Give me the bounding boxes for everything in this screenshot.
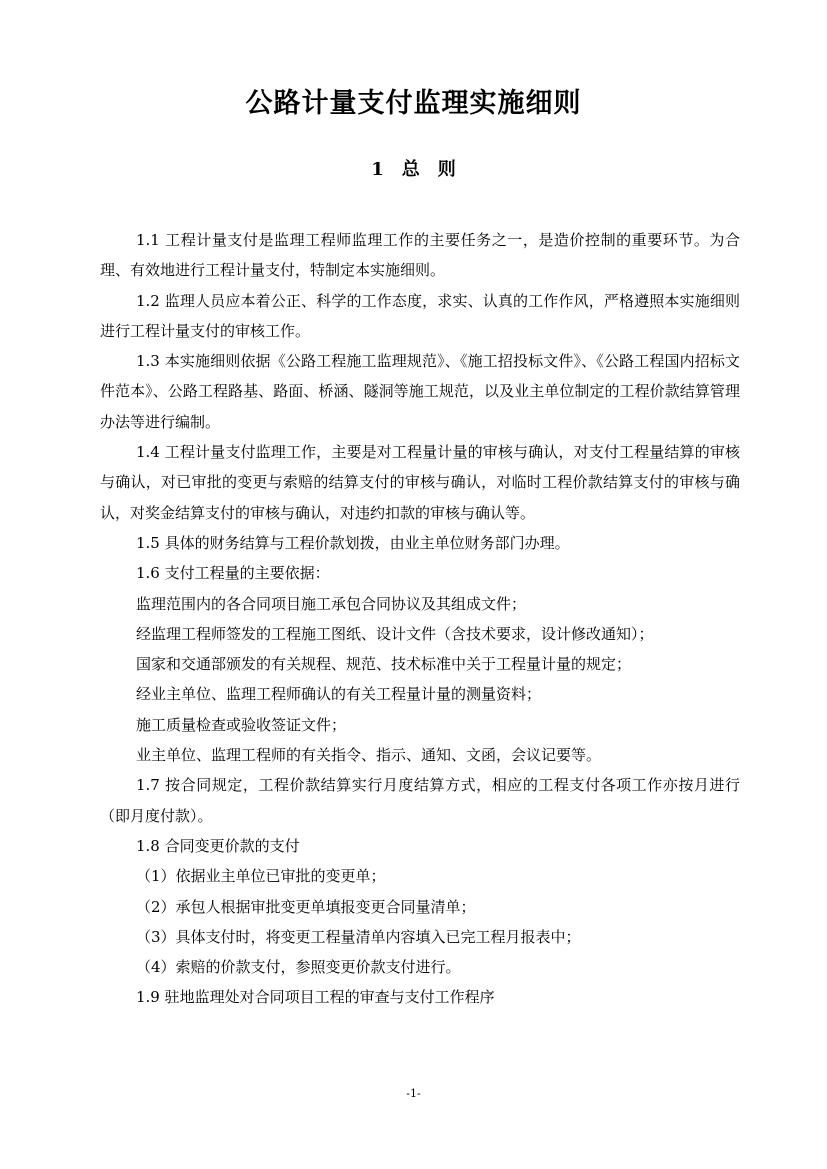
chapter-heading — [0, 156, 827, 184]
paragraph-1-4: 1.4 工程计量支付监理工作，主要是对工程量计量的审核与确认，对支付工程量结算的审核与确认，对已审批的变更与索赔的结算支付的审核与确认，对临时工程价款结算支付的审核与确认，对奖金结算支付的审核与确认，对违约扣款的审核与确认等。 — [100, 443, 740, 522]
basis-item: 经业主单位、监理工程师确认的有关工程量计量的测量资料； — [136, 685, 542, 704]
basis-item: 国家和交通部颁发的有关规程、规范、技术标准中关于工程量计量的规定； — [136, 655, 632, 674]
basis-item: 监理范围内的各合同项目施工承包合同协议及其组成文件； — [136, 594, 527, 613]
change-item: （2）承包人根据审批变更单填报变更合同量清单； — [136, 897, 476, 916]
paragraph-1-8: 1.8 合同变更价款的支付 — [136, 836, 300, 855]
change-item: （3）具体支付时，将变更工程量清单内容填入已完工程月报表中； — [136, 927, 581, 946]
page-number: -1- — [406, 1087, 421, 1100]
paragraph-1-5: 1.5 具体的财务结算与工程价款划拨，由业主单位财务部门办理。 — [136, 533, 570, 552]
change-item: （1）依据业主单位已审批的变更单； — [136, 867, 386, 886]
paragraph-1-1: 1.1 工程计量支付是监理工程师监理工作的主要任务之一，是造价控制的重要环节。为合理、有效地进行工程计量支付，特制定本实施细则。 — [100, 231, 740, 280]
document-body — [100, 225, 740, 1013]
paragraph-1-7: 1.7 按合同规定，工程价款结算实行月度结算方式，相应的工程支付各项工作亦按月进行（即月度付款）。 — [100, 776, 740, 825]
paragraph-1-6: 1.6 支付工程量的主要依据： — [136, 564, 330, 583]
document-title: 公路计量支付监理实施细则 — [245, 88, 582, 119]
paragraph-1-9: 1.9 驻地监理处对合同项目工程的审查与支付工作程序 — [136, 988, 495, 1007]
paragraph-1-2: 1.2 监理人员应本着公正、科学的工作态度，求实、认真的工作作风，严格遵照本实施细则进行工程计量支付的审核工作。 — [100, 291, 740, 340]
basis-item: 施工质量检查或验收签证文件； — [136, 715, 347, 734]
chapter-number: 1 — [371, 159, 384, 180]
basis-item: 经监理工程师签发的工程施工图纸、设计文件（含技术要求，设计修改通知）； — [136, 624, 654, 643]
basis-item: 业主单位、监理工程师的有关指令、指示、通知、文函，会议记要等。 — [136, 746, 602, 765]
change-item: （4）索赔的价款支付，参照变更价款支付进行。 — [136, 958, 461, 977]
chapter-title: 总 则 — [401, 159, 456, 180]
paragraph-1-3: 1.3 本实施细则依据《公路工程施工监理规范》、《施工招投标文件》、《公路工程国内招标文件范本》、公路工程路基、路面、桥涵、隧洞等施工规范，以及业主单位制定的工程价款结算管理办法等进行编制。 — [100, 352, 740, 431]
